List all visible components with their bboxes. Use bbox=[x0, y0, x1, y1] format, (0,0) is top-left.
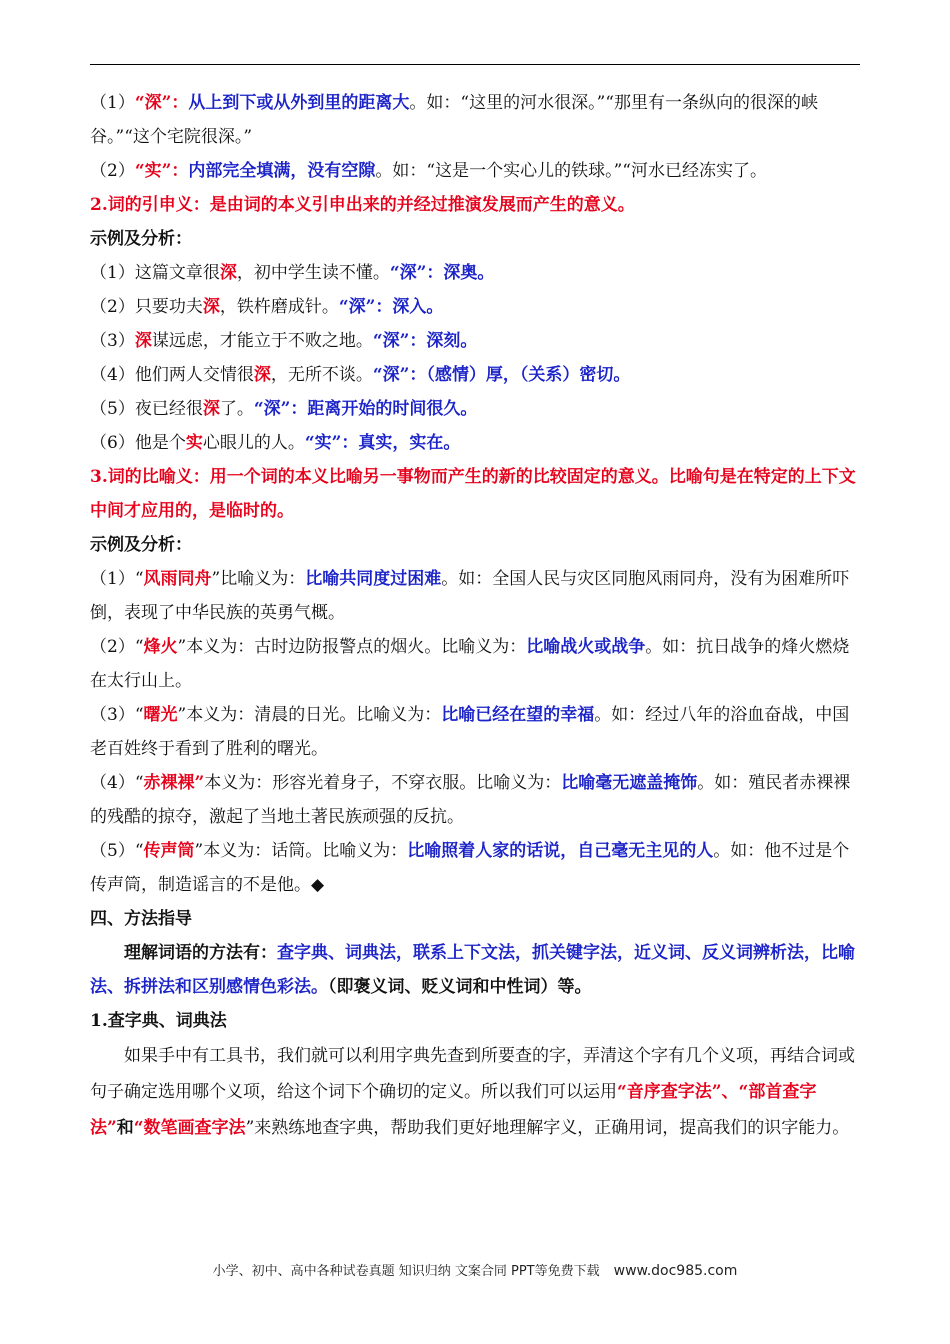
footer-url[interactable]: www.doc985.com bbox=[613, 1263, 738, 1279]
text: （5）“ bbox=[90, 841, 144, 861]
text: 。如：他不过是个传声筒，制造谣言的不是他。◆ bbox=[90, 841, 850, 895]
metaphor-meaning: 比喻照着人家的话说，自己毫无主见的人 bbox=[407, 841, 714, 861]
text: ，铁杵磨成针。 bbox=[219, 297, 339, 317]
text: ”本义为：话筒。比喻义为： bbox=[194, 841, 408, 861]
term: “深”： bbox=[134, 93, 189, 113]
text: 。如：“这是一个实心儿的铁球。”“河水已经冻实了。 bbox=[375, 161, 767, 181]
key-char: 深 bbox=[253, 365, 271, 385]
text: （3）“ bbox=[90, 705, 144, 725]
metaphor-meaning: 比喻已经在望的幸福 bbox=[441, 705, 595, 725]
term: 赤裸裸” bbox=[143, 773, 205, 793]
lookup-method: “音序查字法”、“部首查字法” bbox=[90, 1082, 817, 1138]
text: 了。 bbox=[219, 399, 254, 419]
term: 风雨同舟 bbox=[143, 569, 212, 589]
text: ，无所不谈。 bbox=[270, 365, 373, 385]
def-line-2 bbox=[90, 154, 860, 188]
metaphor-meaning: 比喻毫无遮盖掩饰 bbox=[561, 773, 698, 793]
example-1 bbox=[90, 256, 860, 290]
analysis: “实”：真实，实在。 bbox=[304, 433, 461, 453]
page-footer bbox=[0, 1260, 950, 1279]
text: （4）“ bbox=[90, 773, 144, 793]
text: 本义为：形容光着身子，不穿衣服。比喻义为： bbox=[204, 773, 562, 793]
key-char: 深 bbox=[134, 331, 152, 351]
metaphor-5 bbox=[90, 834, 860, 902]
methods-paragraph bbox=[90, 936, 860, 1004]
methods-list: 查字典、词典法，联系上下文法，抓关键字法，近义词、反义词辨析法，比喻法、拆拼法和区别感情色彩法。 bbox=[90, 943, 855, 997]
text: ，初中学生读不懂。 bbox=[236, 263, 390, 283]
text: ”来熟练地查字典，帮助我们更好地理解字义，正确用词，提高我们的识字能力。 bbox=[245, 1118, 850, 1138]
term: “实”： bbox=[134, 161, 189, 181]
metaphor-4 bbox=[90, 766, 860, 834]
example-3 bbox=[90, 324, 860, 358]
term: 曙光 bbox=[143, 705, 178, 725]
text: （2）只要功夫 bbox=[90, 297, 203, 317]
text: （2） bbox=[90, 161, 135, 181]
text: （3） bbox=[90, 331, 135, 351]
heading-metaphorical-meaning: 3.词的比喻义：用一个词的本义比喻另一事物而产生的新的比较固定的意义。比喻句是在特定的上下文中间才应用的，是临时的。 bbox=[90, 467, 856, 521]
text: 。如：殖民者赤裸裸的残酷的掠夺，激起了当地土著民族顽强的反抗。 bbox=[90, 773, 851, 827]
analysis: “深”：深刻。 bbox=[372, 331, 478, 351]
text: 心眼儿的人。 bbox=[202, 433, 305, 453]
analysis: “深”：距离开始的时间很久。 bbox=[253, 399, 478, 419]
text: ”本义为：清晨的日光。比喻义为： bbox=[177, 705, 442, 725]
metaphor-2 bbox=[90, 630, 860, 698]
text: ”比喻义为： bbox=[211, 569, 306, 589]
term: 传声筒 bbox=[143, 841, 195, 861]
example-2 bbox=[90, 290, 860, 324]
lookup-method: “数笔画查字法 bbox=[133, 1118, 246, 1138]
analysis: “深”：（感情）厚，（关系）密切。 bbox=[372, 365, 631, 385]
text: （1）这篇文章很 bbox=[90, 263, 220, 283]
def-line-1 bbox=[90, 86, 860, 154]
example-4 bbox=[90, 358, 860, 392]
metaphor-3 bbox=[90, 698, 860, 766]
footer-text: 小学、初中、高中各种试卷真题 知识归纳 文案合同 PPT等免费下载 bbox=[212, 1264, 600, 1279]
heading-dictionary-method: 1.查字典、词典法 bbox=[90, 1011, 227, 1031]
text: 理解词语的方法有： bbox=[124, 943, 277, 963]
definition: 从上到下或从外到里的距离大 bbox=[188, 93, 410, 113]
text: （2）“ bbox=[90, 637, 144, 657]
header-rule bbox=[90, 64, 860, 65]
text: （4）他们两人交情很 bbox=[90, 365, 254, 385]
text: （1） bbox=[90, 93, 135, 113]
example-6 bbox=[90, 426, 860, 460]
text: （6）他是个 bbox=[90, 433, 186, 453]
definition: 内部完全填满，没有空隙 bbox=[188, 161, 376, 181]
text: 。如：全国人民与灾区同胞风雨同舟，没有为困难所吓倒，表现了中华民族的英勇气概。 bbox=[90, 569, 850, 623]
text: 如果手中有工具书，我们就可以利用字典先查到所要查的字，弄清这个字有几个义项，再结合词或句子确定选用哪个义项，给这个词下个确切的定义。所以我们可以运用 bbox=[90, 1046, 855, 1102]
key-char: 深 bbox=[202, 399, 220, 419]
document-body bbox=[90, 86, 860, 1146]
key-char: 深 bbox=[202, 297, 220, 317]
examples-label: 示例及分析： bbox=[90, 229, 192, 249]
analysis: “深”：深入。 bbox=[338, 297, 444, 317]
text: 。如：“这里的河水很深。”“那里有一条纵向的很深的峡谷。”“这个宅院很深。” bbox=[90, 93, 818, 147]
text: 谋远虑，才能立于不败之地。 bbox=[151, 331, 373, 351]
metaphor-1 bbox=[90, 562, 860, 630]
example-5 bbox=[90, 392, 860, 426]
key-char: 实 bbox=[185, 433, 203, 453]
text: 。如：经过八年的浴血奋战，中国老百姓终于看到了胜利的曙光。 bbox=[90, 705, 850, 759]
key-char: 深 bbox=[219, 263, 237, 283]
dictionary-paragraph bbox=[90, 1038, 860, 1146]
text: ”本义为：古时边防报警点的烟火。比喻义为： bbox=[177, 637, 527, 657]
term: 烽火 bbox=[143, 637, 178, 657]
analysis: “深”：深奥。 bbox=[389, 263, 495, 283]
text: 和 bbox=[116, 1118, 134, 1138]
metaphor-meaning: 比喻共同度过困难 bbox=[305, 569, 442, 589]
heading-extended-meaning: 2.词的引申义：是由词的本义引申出来的并经过推演发展而产生的意义。 bbox=[90, 195, 635, 215]
section-method-guide: 四、方法指导 bbox=[90, 909, 192, 929]
text: （1）“ bbox=[90, 569, 144, 589]
examples-label-2: 示例及分析： bbox=[90, 535, 192, 555]
text: 。如：抗日战争的烽火燃烧在太行山上。 bbox=[90, 637, 850, 691]
text: （即褒义词、贬义词和中性词）等。 bbox=[328, 977, 592, 997]
text: （5）夜已经很 bbox=[90, 399, 203, 419]
metaphor-meaning: 比喻战火或战争 bbox=[526, 637, 646, 657]
